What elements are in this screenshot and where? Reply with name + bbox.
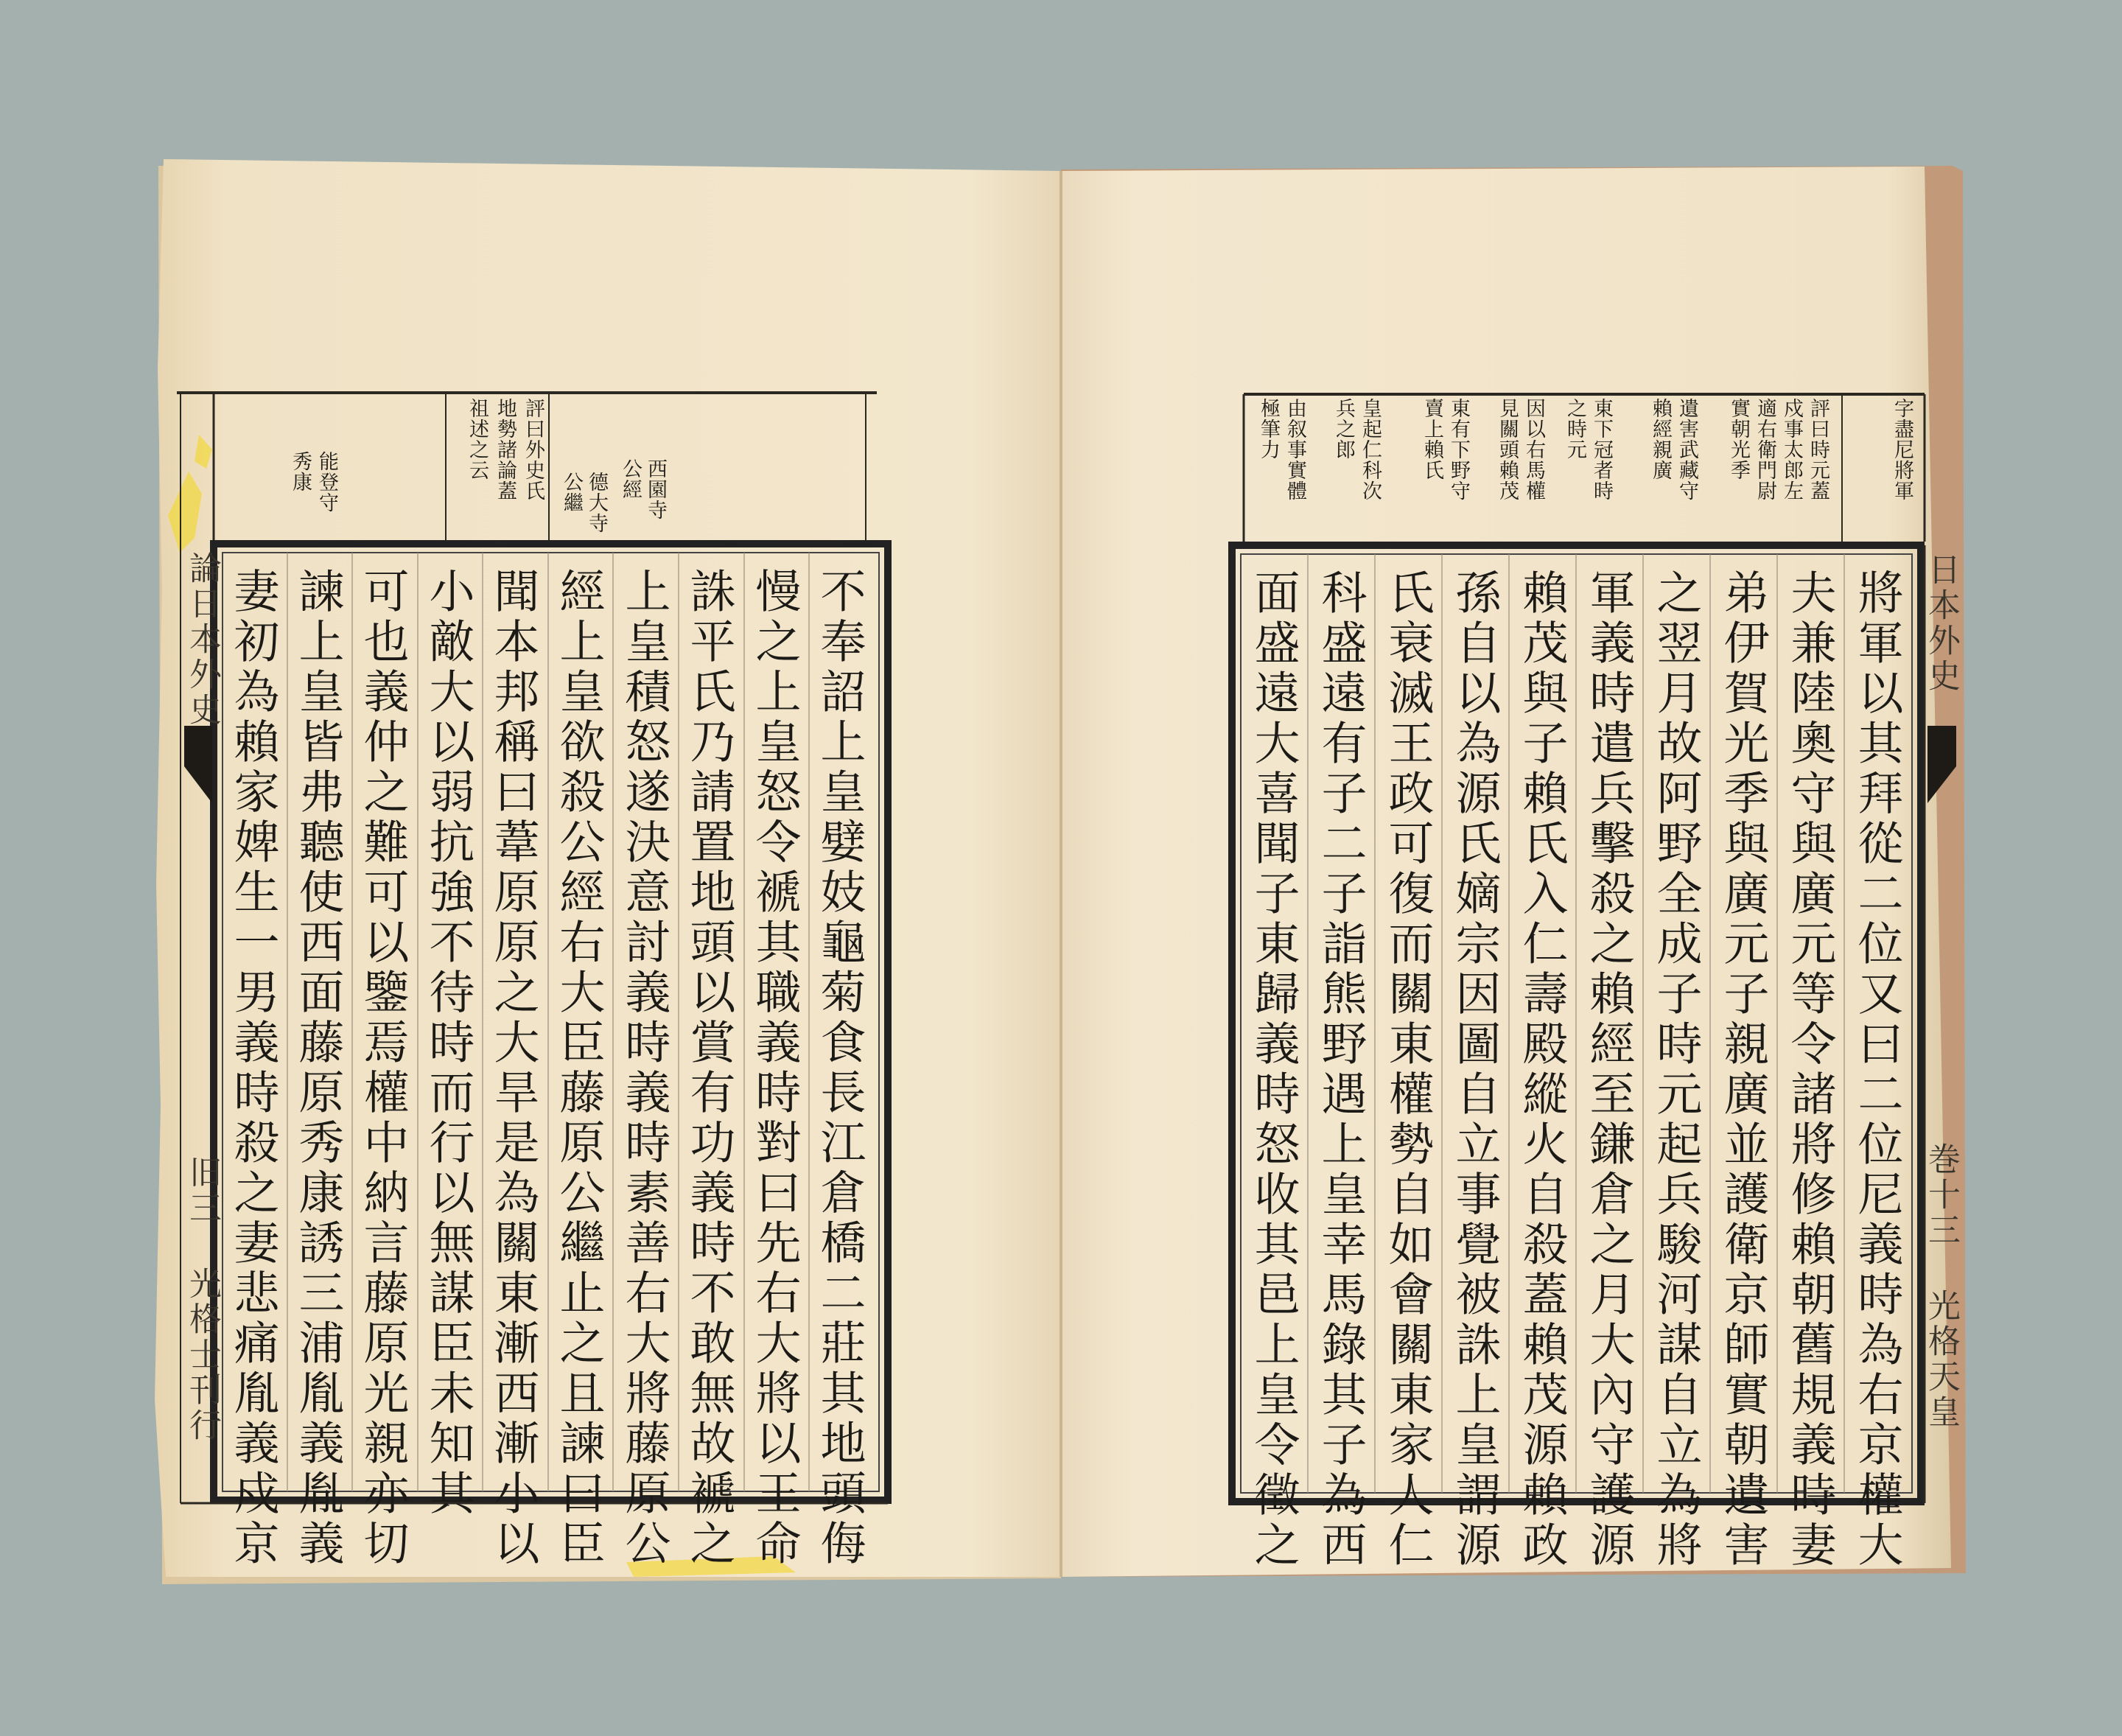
left-head-note: 公經 <box>619 458 642 500</box>
right-head-note: 兵之郎 <box>1332 398 1355 460</box>
left-margin-imprint: 旧三 光格士刊行 <box>183 1155 221 1443</box>
left-head-note: 秀康 <box>289 451 312 492</box>
left-head-note: 評曰外史氏 <box>522 398 544 501</box>
right-head-note: 賴經親廣 <box>1649 398 1672 480</box>
left-text-column-3: 誅平氏乃請置地頭以賞有功義時不敢無故褫之 <box>682 567 736 1569</box>
left-text-column-5: 經上皇欲殺公經右大臣藤原公繼止之且諫曰臣 <box>552 567 606 1569</box>
right-text-column-8: 氏衰滅王政可復而關東權勢自如會關東家人仁 <box>1381 569 1435 1571</box>
left-head-note: 地勢諸論蓋 <box>494 398 517 501</box>
right-head-note: 戍事太郎左 <box>1780 398 1803 501</box>
left-text-column-4: 上皇積怒遂決意討義時義時素善右大將藤原公 <box>617 567 671 1569</box>
left-margin-title: 論日本外史 <box>183 551 221 728</box>
right-head-note: 由叙事實體 <box>1284 398 1306 501</box>
right-text-column-7: 孫自以為源氏嫡宗因圖自立事覺被誅上皇謂源 <box>1448 569 1502 1571</box>
left-text-column-7: 小敵大以弱抗強不待時而行以無謀臣未知其 <box>421 567 475 1519</box>
right-head-note: 見關頭賴茂 <box>1496 398 1519 501</box>
right-head-note: 東下冠者時 <box>1590 398 1613 501</box>
left-text-column-10: 妻初為賴家婢生一男義時殺之妻悲痛胤義戍京 <box>226 567 280 1569</box>
right-head-note: 字盡尼將軍 <box>1891 398 1913 501</box>
right-head-note: 因以右馬權 <box>1522 398 1545 501</box>
left-head-note: 西園寺 <box>644 458 667 520</box>
left-text-column-2: 慢之上皇怒令褫其職義時對曰先右大將以王命 <box>748 567 802 1569</box>
left-head-note: 祖述之云 <box>466 398 489 480</box>
right-head-note: 東有下野守 <box>1447 398 1470 501</box>
right-head-note: 遺害武藏守 <box>1675 398 1698 501</box>
left-head-note: 公繼 <box>560 472 583 513</box>
right-head-note: 適右衛門尉 <box>1754 398 1776 501</box>
right-text-column-6: 賴茂與子賴氏入仁壽殿縱火自殺蓋賴茂源賴政 <box>1515 569 1569 1571</box>
right-text-column-5: 軍義時遣兵擊殺之賴經至鎌倉之月大內守護源 <box>1582 569 1636 1571</box>
right-text-column-3: 弟伊賀光季與廣元子親廣並護衛京師實朝遺害 <box>1716 569 1770 1571</box>
right-margin-title: 日本外史 <box>1922 553 1960 694</box>
right-text-column-4: 之翌月故阿野全成子時元起兵駿河謀自立為將 <box>1649 569 1703 1571</box>
left-text-column-9: 諫上皇皆弗聽使西面藤原秀康誘三浦胤義胤義 <box>291 567 345 1569</box>
left-head-note: 能登守 <box>315 451 338 513</box>
right-text-column-1: 將軍以其拜從二位又曰二位尼義時為右京權大 <box>1850 569 1904 1571</box>
right-margin-imprint: 巻十三 光格天皇 <box>1922 1142 1960 1430</box>
right-head-note: 賣上賴氏 <box>1421 398 1443 480</box>
right-text-column-2: 夫兼陸奧守與廣元等令諸將修賴朝舊規義時妻 <box>1783 569 1837 1571</box>
right-text-column-10: 面盛遠大喜聞子東歸義時怒收其邑上皇令徵之 <box>1247 569 1300 1571</box>
right-head-note: 實朝光季 <box>1727 398 1750 480</box>
right-head-note: 皇起仁科次 <box>1359 398 1382 501</box>
left-head-note: 德大寺 <box>585 472 608 533</box>
right-head-note: 之時元 <box>1564 398 1586 460</box>
right-head-note: 極筆力 <box>1257 398 1280 460</box>
left-text-column-8: 可也義仲之難可以鑒焉權中納言藤原光親亦切 <box>356 567 410 1569</box>
right-text-column-9: 科盛遠有子二子詣熊野遇上皇幸馬錄其子為西 <box>1314 569 1368 1571</box>
left-text-column-1: 不奉詔上皇嬖妓龜菊食長江倉橋二莊其地頭侮 <box>813 567 866 1569</box>
left-text-column-6: 聞本邦稱曰葦原原之大旱是為關東漸西漸小以 <box>486 567 540 1569</box>
right-head-note: 評曰時元蓋 <box>1807 398 1829 501</box>
